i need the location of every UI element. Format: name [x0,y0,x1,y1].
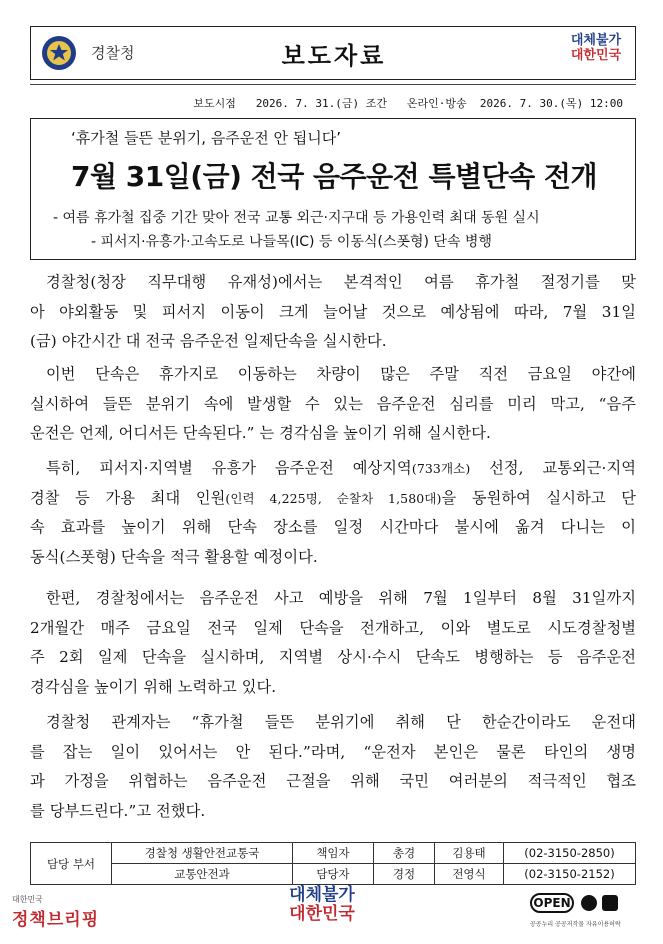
release-label: 보도시점 [193,97,236,110]
slogan-line-1: 대체불가 [570,33,622,48]
open-badge: OPEN [530,893,574,913]
paragraph-line: 운전은 언제, 어디서든 단속된다.” 는 경각심을 높이기 위해 실시한다. [30,424,491,442]
paragraph-line: 아 야외활동 및 피서지 이동이 크게 늘어날 것으로 예상됨에 따라, 7월 31일 [30,302,636,321]
footer-slogan-line-1: 대체불가 [289,885,355,905]
policy-briefing-brand: 정책브리핑 [12,910,100,930]
rank-cell: 총경 [374,843,435,864]
footer-slogan-line-2: 대한민국 [289,904,355,924]
paragraph-line: 동식(스폿형) 단속을 적극 활용할 예정이다. [30,547,318,566]
table-row [31,864,636,885]
headline-sub-1: - 여름 휴가철 집중 기간 맞아 전국 교통 외근·지구대 등 가용인력 최대 동원 실시 [53,210,540,226]
paragraph-line: 2개월간 매주 금요일 전국 일제 단속을 전개하고, 이와 별도로 시도경찰청별 [30,618,636,637]
paragraph-line [30,454,636,484]
paragraph-line: (금) 야간시간 대 전국 음주운전 일제단속을 실시한다. [30,332,387,350]
paragraph-line: 실시하여 들뜬 분위기 속에 발생할 수 있는 음주운전 심리를 미리 막고, “음주 [30,394,636,413]
release-info [193,95,623,111]
paragraph-line: 주 2회 일제 단속을 실시하며, 지역별 상시·수시 단속도 병행하는 등 음주운전 [30,648,636,666]
header-box [30,26,636,80]
text-segment-small: (733개소) [411,461,471,476]
paragraph-line: 속 효과를 높이기 위해 단속 장소를 일정 시간마다 불시에 옮겨 다니는 이 [30,518,636,536]
paragraph-line: 경각심을 높이기 위해 노력하고 있다. [30,677,277,696]
document-title: 보도자료 [281,42,387,70]
headline-sub-2: - 피서지·유흥가·고속도로 나들목(IC) 등 이동식(스폿형) 단속 병행 [91,234,492,250]
headline-title: 7월 31일(금) 전국 음주운전 특별단속 전개 [70,160,597,193]
name-cell: 전영식 [435,864,504,885]
headline-box [30,118,636,260]
rank-cell: 경정 [374,864,435,885]
header-divider [30,84,636,85]
paragraph-line: 경찰청(청장 직무대행 유재성)에서는 본격적인 여름 휴가철 절정기를 맞 [46,273,636,291]
paragraph-line: 를 잡는 일이 있어서는 안 된다.”라며, “운전자 본인은 물론 타인의 생명 [30,742,636,761]
paragraph-3 [30,454,636,572]
role-cell: 책임자 [293,843,374,864]
agency-name: 경찰청 [91,44,135,62]
phone-cell: (02-3150-2152) [504,864,636,885]
kogl-icons [580,893,620,913]
paragraph-line: 한편, 경찰청에서는 음주운전 사고 예방을 위해 7월 1일부터 8월 31일까지 [46,589,636,607]
paragraph-line: 과 가정을 위협하는 음주운전 근절을 위해 국민 여러분의 적극적인 협조 [30,772,636,790]
name-cell: 김용태 [435,843,504,864]
contact-table [30,842,636,885]
phone-cell: (02-3150-2850) [504,843,636,864]
kogl-open-logo [530,893,640,933]
open-note: 공공누리 공공저작물 자유이용허락 [530,921,621,928]
text-segment: 선정, 교통외근·지역 [470,459,636,477]
paragraph-line [30,484,636,514]
dept-name-2: 교통안전과 [112,864,293,885]
policy-briefing-small: 대한민국 [12,895,43,904]
paragraph-4 [30,584,636,702]
text-segment-small: (인력 4,225명, 순찰차 1,580대) [225,490,442,506]
paragraph-line: 를 당부드린다.”고 전했다. [30,801,206,820]
paragraph-line: 경찰청 관계자는 “휴가철 들뜬 분위기에 취해 단 한순간이라도 운전대 [46,713,636,731]
dept-label: 담당 부서 [31,843,112,885]
role-cell: 담당자 [293,864,374,885]
release-channel-label: 온라인·방송 [406,97,467,110]
headline-quote: ‘휴가철 들뜬 분위기, 음주운전 안 됩니다’ [71,129,341,147]
dept-name-1: 경찰청 생활안전교통국 [112,843,293,864]
paragraph-1 [30,268,636,357]
text-segment: 을 동원하여 실시하고 단 [441,488,637,507]
text-segment: 경찰 등 가용 최대 인원 [30,488,226,507]
paragraph-2 [30,360,636,449]
footer-slogan-logo [276,886,368,936]
release-date-online: 2026. 7. 30.(목) 12:00 [479,97,623,110]
paragraph-line: 이번 단속은 휴가지로 이동하는 차량이 많은 주말 직전 금요일 야간에 [46,365,636,383]
policy-briefing-logo [12,894,99,930]
text-segment: 특히, 피서지·지역별 유흥가 음주운전 예상지역 [46,459,412,477]
slogan-line-2: 대한민국 [570,48,622,63]
paragraph-5 [30,708,636,826]
slogan-logo [565,33,627,73]
release-date-print: 2026. 7. 31.(금) 조간 [255,97,388,110]
table-row [31,843,636,864]
